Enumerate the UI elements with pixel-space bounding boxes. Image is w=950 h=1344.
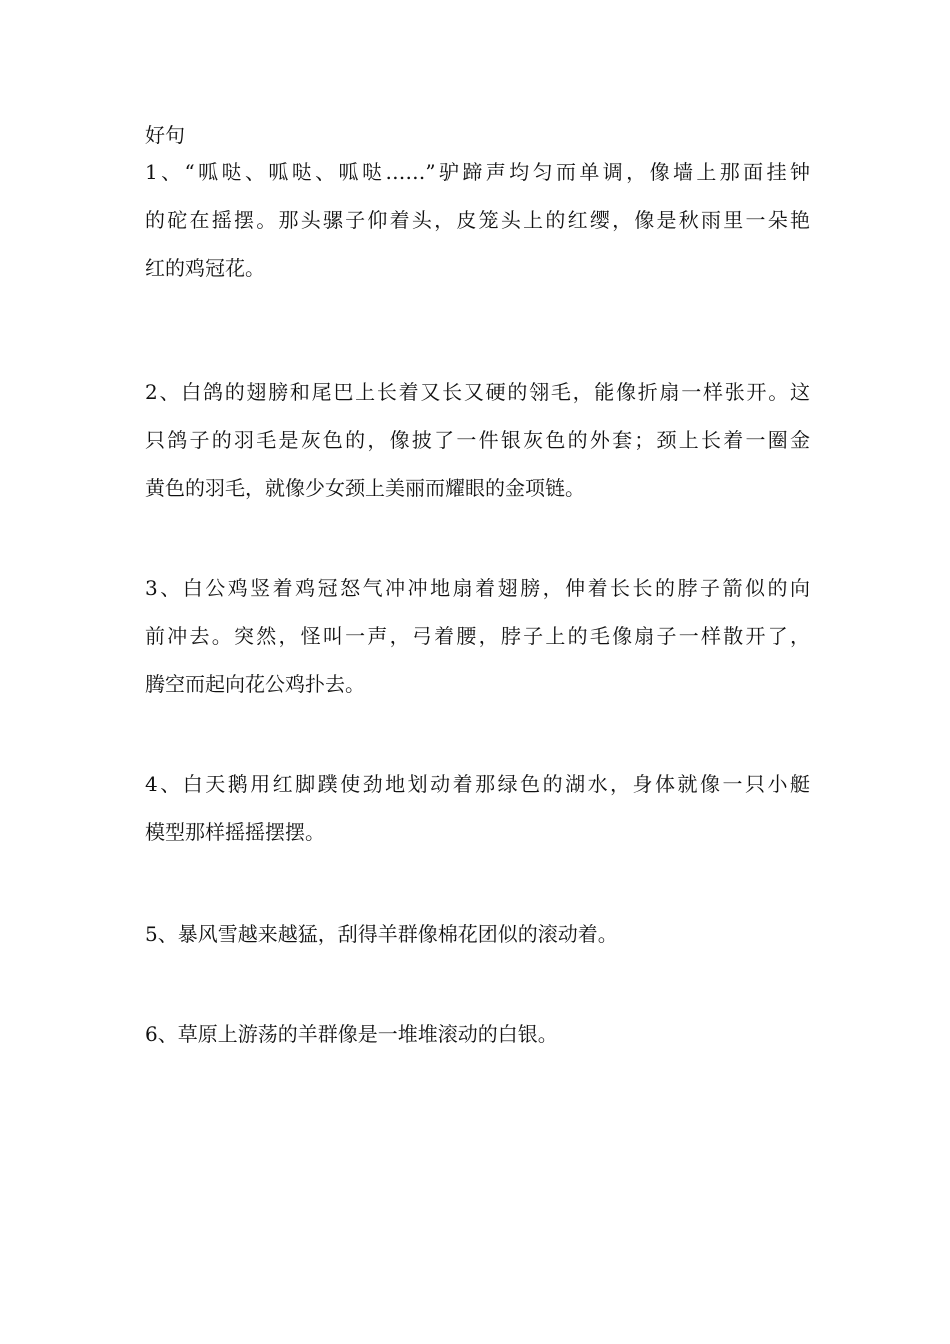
paragraph-line: 1、“呱哒、呱哒、呱哒……”驴蹄声均匀而单调，像墙上那面挂钟: [145, 160, 810, 184]
paragraph-line: 红的鸡冠花。: [145, 256, 265, 280]
paragraph-line: 3、白公鸡竖着鸡冠怒气冲冲地扇着翅膀，伸着长长的脖子箭似的向: [145, 576, 810, 600]
paragraph-line: 腾空而起向花公鸡扑去。: [145, 672, 365, 696]
paragraph-line: 模型那样摇摇摆摆。: [145, 820, 325, 844]
paragraph-line: 黄色的羽毛，就像少女颈上美丽而耀眼的金项链。: [145, 476, 585, 500]
paragraph-line: 只鸽子的羽毛是灰色的，像披了一件银灰色的外套；颈上长着一圈金: [145, 428, 810, 452]
paragraph-line: 4、白天鹅用红脚蹼使劲地划动着那绿色的湖水，身体就像一只小艇: [145, 772, 810, 796]
paragraph-line: 前冲去。突然，怪叫一声，弓着腰，脖子上的毛像扇子一样散开了，: [145, 624, 810, 648]
paragraph-line: 的砣在摇摆。那头骡子仰着头，皮笼头上的红缨，像是秋雨里一朵艳: [145, 208, 810, 232]
sentence-paragraph-5: [145, 910, 810, 958]
sentence-paragraph-1: [145, 148, 810, 292]
paragraph-line: 5、暴风雪越来越猛，刮得羊群像棉花团似的滚动着。: [145, 922, 618, 946]
sentence-paragraph-4: [145, 760, 810, 856]
sentence-paragraph-2: [145, 368, 810, 512]
sentence-paragraph-3: [145, 564, 810, 708]
paragraph-line: 6、草原上游荡的羊群像是一堆堆滚动的白银。: [145, 1022, 558, 1046]
sentence-paragraph-6: [145, 1010, 810, 1058]
document-title: 好句: [145, 123, 185, 147]
paragraph-line: 2、白鸽的翅膀和尾巴上长着又长又硬的翎毛，能像折扇一样张开。这: [145, 380, 810, 404]
